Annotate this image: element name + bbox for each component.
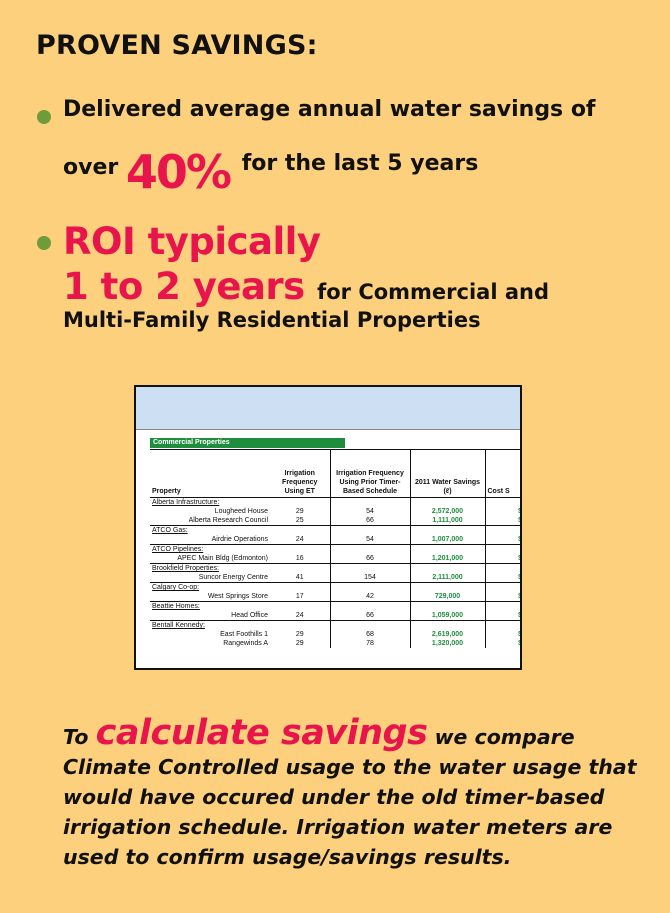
empty-cell: [270, 621, 330, 631]
et-frequency-cell: 29: [295, 640, 304, 647]
sheet-group-row: [150, 621, 522, 631]
water-savings-cell: 1,320,000: [410, 639, 485, 648]
empty-cell: [485, 583, 522, 593]
table-row: [150, 611, 522, 621]
empty-cell: [485, 545, 522, 555]
et-frequency-cell: 29: [295, 508, 304, 515]
empty-cell: [270, 602, 330, 612]
roi-suffix: for Commercial and: [317, 280, 550, 304]
table-row: [150, 535, 522, 545]
empty-cell: [270, 498, 330, 508]
empty-cell: [485, 564, 522, 574]
col-header: Cost S: [485, 450, 522, 498]
empty-cell: [330, 526, 410, 536]
roi-line-1: ROI typically: [63, 220, 321, 263]
property-cell: APEC Main Bldg (Edmonton): [177, 555, 268, 562]
table-row: [150, 592, 522, 602]
cost-savings-cell: $: [485, 630, 522, 639]
water-savings-cell: 1,059,000: [410, 611, 485, 621]
page-heading: PROVEN SAVINGS:: [36, 30, 318, 61]
cost-savings-cell: $: [485, 592, 522, 602]
sheet-group-row: [150, 545, 522, 555]
para-rest: we compare Climate Controlled usage to the water usage that would have occured under the old timer-based irrigation schedule. Irrigation water meters are used to confirm usage/savings results.: [63, 725, 637, 869]
prior-frequency-cell: 66: [330, 516, 410, 526]
empty-cell: [410, 564, 485, 574]
property-cell: Rangewinds A: [223, 640, 268, 647]
empty-cell: [410, 602, 485, 612]
table-row: [150, 554, 522, 564]
prior-frequency-cell: 54: [330, 535, 410, 545]
et-frequency-cell: 17: [295, 593, 304, 600]
cost-savings-cell: $: [485, 535, 522, 545]
table-row: [150, 639, 522, 648]
savings-line-1: Delivered average annual water savings of: [63, 97, 596, 122]
et-frequency-cell: 25: [295, 517, 304, 524]
savings-spreadsheet: [134, 385, 522, 670]
prior-frequency-cell: 68: [330, 630, 410, 639]
et-frequency-cell: 24: [295, 536, 304, 543]
sheet-header-band: [136, 387, 520, 430]
prior-frequency-cell: 78: [330, 639, 410, 648]
empty-cell: [485, 602, 522, 612]
water-savings-cell: 2,111,000: [410, 573, 485, 583]
empty-cell: [410, 583, 485, 593]
col-header: Irrigation Frequency Using Prior Timer-Based Schedule: [330, 450, 410, 498]
col-header: Property: [150, 450, 270, 498]
empty-cell: [330, 621, 410, 631]
empty-cell: [330, 545, 410, 555]
empty-cell: [330, 564, 410, 574]
table-row: [150, 630, 522, 639]
empty-cell: [485, 621, 522, 631]
savings-pre: over: [63, 155, 119, 180]
col-header: 2011 Water Savings (ℓ): [410, 450, 485, 498]
empty-cell: [410, 526, 485, 536]
et-frequency-cell: 24: [295, 612, 304, 619]
prior-frequency-cell: 54: [330, 507, 410, 516]
cost-savings-cell: $: [485, 611, 522, 621]
sheet-table: [150, 449, 522, 648]
empty-cell: [270, 545, 330, 555]
water-savings-cell: 1,111,000: [410, 516, 485, 526]
property-cell: Airdrie Operations: [211, 536, 268, 543]
cost-savings-cell: $: [485, 516, 522, 526]
group-label: ATCO Gas:: [150, 526, 270, 536]
cost-savings-cell: $: [485, 573, 522, 583]
group-label: Brookfield Properties:: [150, 564, 270, 574]
et-frequency-cell: 16: [295, 555, 304, 562]
group-label: Alberta Infrastructure:: [150, 498, 270, 508]
property-cell: East Foothills 1: [220, 631, 268, 638]
water-savings-cell: 1,007,000: [410, 535, 485, 545]
sheet-group-row: [150, 583, 522, 593]
group-label: ATCO Pipelines:: [150, 545, 270, 555]
roi-years: 1 to 2 years: [63, 265, 305, 308]
table-row: [150, 507, 522, 516]
water-savings-cell: 1,201,000: [410, 554, 485, 564]
cost-savings-cell: $: [485, 554, 522, 564]
cost-savings-cell: $: [485, 639, 522, 648]
empty-cell: [485, 498, 522, 508]
explanation-paragraph: [63, 713, 653, 872]
empty-cell: [270, 583, 330, 593]
cost-savings-cell: $: [485, 507, 522, 516]
para-lead: To: [63, 725, 89, 749]
sheet-tag: Commercial Properties: [150, 438, 345, 448]
group-label: Beattie Homes:: [150, 602, 270, 612]
prior-frequency-cell: 42: [330, 592, 410, 602]
water-savings-cell: 2,572,000: [410, 507, 485, 516]
sheet-group-row: [150, 526, 522, 536]
group-label: Bentall Kennedy:: [150, 621, 270, 631]
empty-cell: [330, 498, 410, 508]
para-highlight: calculate savings: [95, 713, 428, 753]
bullet-dot-icon: [37, 110, 51, 124]
table-row: [150, 516, 522, 526]
prior-frequency-cell: 66: [330, 611, 410, 621]
property-cell: Suncor Energy Centre: [198, 574, 268, 581]
savings-percent: 40%: [125, 145, 231, 199]
water-savings-cell: 2,619,000: [410, 630, 485, 639]
roi-line-2: [63, 265, 549, 308]
roi-line-3: Multi-Family Residential Properties: [63, 308, 481, 332]
group-label: Calgary Co-op:: [150, 583, 270, 593]
empty-cell: [410, 545, 485, 555]
sheet-group-row: [150, 602, 522, 612]
property-cell: West Springs Store: [207, 593, 268, 600]
water-savings-cell: 729,000: [410, 592, 485, 602]
empty-cell: [330, 583, 410, 593]
col-header: Irrigation Frequency Using ET: [270, 450, 330, 498]
et-frequency-cell: 41: [295, 574, 304, 581]
bullet-dot-icon: [37, 236, 51, 250]
empty-cell: [410, 498, 485, 508]
property-cell: Alberta Research Council: [188, 517, 268, 524]
property-cell: Lougheed House: [214, 508, 268, 515]
et-frequency-cell: 29: [295, 631, 304, 638]
empty-cell: [485, 526, 522, 536]
sheet-group-row: [150, 564, 522, 574]
prior-frequency-cell: 154: [330, 573, 410, 583]
empty-cell: [330, 602, 410, 612]
sheet-group-row: [150, 498, 522, 508]
property-cell: Head Office: [231, 612, 268, 619]
table-row: [150, 573, 522, 583]
empty-cell: [270, 564, 330, 574]
sheet-header-row: [150, 450, 522, 498]
prior-frequency-cell: 66: [330, 554, 410, 564]
empty-cell: [270, 526, 330, 536]
savings-post: for the last 5 years: [241, 151, 479, 176]
savings-line-2: [63, 131, 479, 199]
empty-cell: [410, 621, 485, 631]
